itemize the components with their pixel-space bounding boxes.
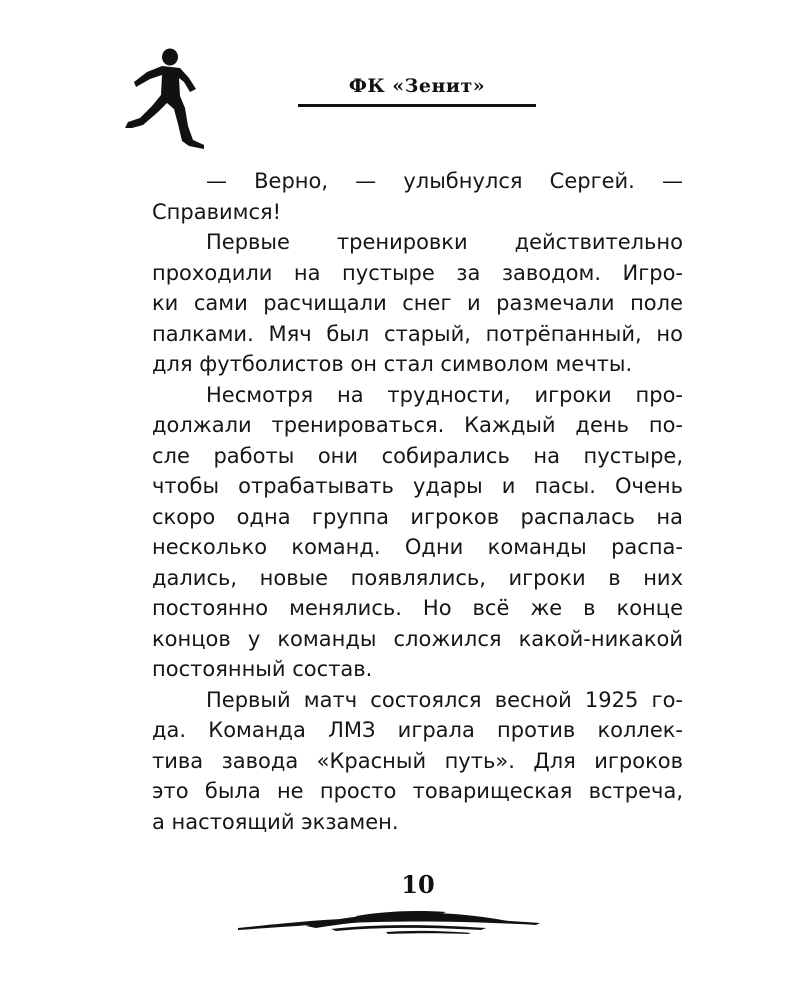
text-line: должали тренироваться. Каждый день по- bbox=[152, 413, 683, 437]
text-line: постоянный состав. bbox=[152, 657, 373, 681]
text-line: сле работы они собирались на пустыре, bbox=[152, 443, 683, 468]
text-line: дались, новые появлялись, игроки в них bbox=[152, 565, 683, 590]
brush-stroke-ornament-icon bbox=[236, 906, 542, 936]
text-line: проходили на пустыре за заводом. Игро- bbox=[152, 260, 683, 285]
text-line: Первый матч состоялся весной 1925 го- bbox=[206, 687, 683, 712]
text-line: несколько команд. Одни команды распа- bbox=[152, 535, 683, 559]
text-line: скоро одна группа игроков распалась на bbox=[152, 504, 683, 529]
text-line: для футболистов он стал символом мечты. bbox=[152, 352, 633, 376]
running-title: ФК «Зенит» bbox=[348, 75, 486, 97]
football-player-silhouette-icon bbox=[122, 46, 214, 152]
text-line: Первые тренировки действительно bbox=[206, 230, 683, 254]
text-line: концов у команды сложился какой-никакой bbox=[152, 626, 683, 651]
title-underline bbox=[298, 104, 536, 107]
text-line: чтобы отрабатывать удары и пасы. Очень bbox=[152, 474, 683, 498]
text-line: постоянно менялись. Но всё же в конце bbox=[152, 596, 683, 620]
text-line: да. Команда ЛМЗ играла против коллек- bbox=[152, 718, 683, 742]
text-line: тива завода «Красный путь». Для игроков bbox=[152, 748, 683, 773]
text-line: — Верно, — улыбнулся Сергей. — bbox=[206, 169, 683, 193]
text-line: Несмотря на трудности, игроки про- bbox=[206, 382, 683, 407]
text-line: Справимся! bbox=[152, 199, 282, 224]
page-number: 10 bbox=[401, 870, 435, 899]
text-line: это была не просто товарищеская встреча, bbox=[152, 779, 683, 803]
text-line: палками. Мяч был старый, потрёпанный, но bbox=[152, 321, 683, 346]
text-line: ки сами расчищали снег и размечали поле bbox=[152, 291, 683, 315]
text-line: а настоящий экзамен. bbox=[152, 809, 399, 834]
page-body-text bbox=[152, 166, 683, 837]
